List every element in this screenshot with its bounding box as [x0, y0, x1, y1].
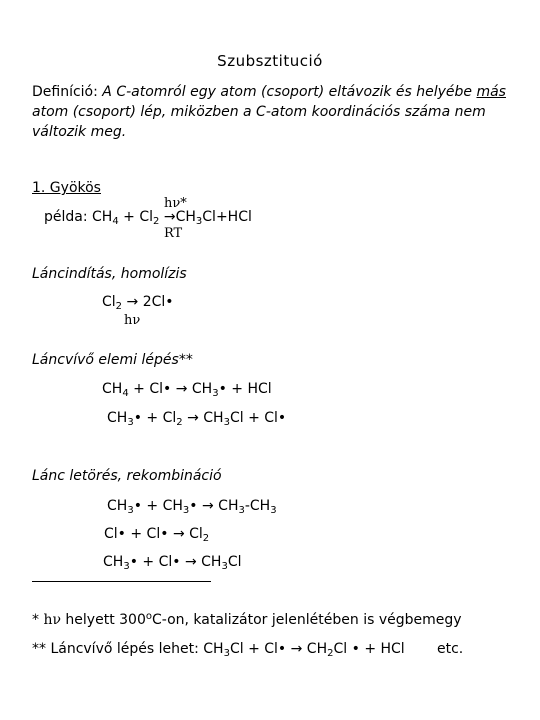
term: • + HCl — [218, 381, 272, 397]
arrow-icon: → — [201, 498, 214, 514]
definition-text-2: atom (csoport) lép, miközben a C-atom koordinációs száma nem változik meg. — [32, 104, 486, 140]
section-heading-radical: 1. Gyökös — [32, 180, 101, 196]
sub: 3 — [223, 648, 230, 659]
term: CH — [107, 498, 128, 514]
sub: 3 — [127, 417, 134, 428]
text: helyett 300 — [60, 612, 146, 628]
sub: 3 — [223, 417, 230, 428]
footnote-marker: * — [32, 612, 44, 628]
term: CH — [213, 498, 239, 514]
product: 2Cl• — [142, 294, 174, 310]
sub: 3 — [123, 561, 130, 572]
term: • — [189, 498, 202, 514]
sub: 3 — [195, 216, 203, 227]
sub: 2 — [202, 533, 210, 544]
sub: 3 — [221, 561, 228, 572]
definition-mas: más — [476, 84, 506, 100]
initiation-hv-label: hν — [124, 313, 141, 328]
termination-heading: Lánc letörés, rekombináció — [32, 468, 222, 484]
term: • + Cl — [133, 410, 177, 426]
example-label: példa: — [44, 209, 93, 225]
arrow-icon: → — [187, 410, 199, 426]
text: Cl + Cl• — [229, 641, 291, 657]
term: CH — [187, 381, 213, 397]
sub: 3 — [270, 505, 277, 516]
reactant-cl2: Cl — [139, 209, 154, 225]
hv-catalyst-label: hν* — [164, 196, 187, 211]
termination-equation-2 — [104, 526, 209, 542]
definition-prefix: Definíció: — [32, 84, 103, 100]
text: Cl • + HCl — [333, 641, 405, 657]
sub: 4 — [122, 388, 129, 399]
footnote-2-etc: etc. — [437, 641, 464, 657]
text: CH — [302, 641, 328, 657]
footnote-2 — [32, 641, 405, 657]
arrow-icon: → — [290, 641, 303, 657]
propagation-heading: Láncvívő elemi lépés** — [32, 352, 193, 368]
rt-condition-label: RT — [164, 226, 183, 241]
sub: 2 — [176, 417, 183, 428]
product-ch3cl: CH — [175, 209, 196, 225]
definition-text-1: A C-atomról egy atom (csoport) eltávozik és helyébe — [102, 84, 477, 100]
arrow-icon: → — [163, 209, 176, 225]
reactant-ch4: CH — [92, 209, 113, 225]
term: CH — [102, 381, 123, 397]
term: • + Cl• — [129, 554, 185, 570]
text: C-on, katalizátor jelenlétében is végbemegy — [151, 612, 462, 628]
example-equation — [44, 209, 252, 225]
sub: 2 — [327, 648, 334, 659]
sub: 4 — [112, 216, 119, 227]
term: -CH — [244, 498, 271, 514]
sub: 3 — [182, 505, 190, 516]
arrow-icon: → — [126, 294, 139, 310]
term: CH — [107, 410, 128, 426]
arrow-icon: → — [172, 526, 185, 542]
product-tail: Cl+HCl — [202, 209, 252, 225]
term: + Cl• — [128, 381, 176, 397]
degree: o — [145, 611, 152, 622]
term: CH — [196, 554, 222, 570]
sub: 2 — [115, 301, 123, 312]
term: CH — [198, 410, 224, 426]
arrow-icon: → — [175, 381, 188, 397]
propagation-equation-1 — [102, 381, 272, 397]
definition-paragraph — [32, 82, 512, 142]
text: ** Láncvívő lépés lehet: CH — [32, 641, 224, 657]
footnote-divider — [32, 581, 211, 582]
arrow-icon: → — [184, 554, 197, 570]
term: • + CH — [133, 498, 183, 514]
termination-equation-3 — [103, 554, 242, 570]
sub: 3 — [127, 505, 134, 516]
initiation-equation — [102, 294, 174, 310]
term: Cl + Cl• — [229, 410, 287, 426]
termination-equation-1 — [107, 498, 277, 514]
plus: + — [118, 209, 140, 225]
term: Cl — [184, 526, 203, 542]
sub: 3 — [238, 505, 245, 516]
reactant: Cl — [102, 294, 116, 310]
initiation-heading: Láncindítás, homolízis — [32, 266, 187, 282]
term: CH — [103, 554, 124, 570]
sub: 2 — [153, 216, 160, 227]
term: Cl — [227, 554, 242, 570]
page-title: Szubsztitució — [217, 52, 323, 70]
term: Cl• + Cl• — [104, 526, 173, 542]
propagation-equation-2 — [107, 410, 286, 426]
footnote-1 — [32, 612, 462, 628]
sub: 3 — [212, 388, 219, 399]
hv-symbol: hν — [43, 612, 61, 628]
